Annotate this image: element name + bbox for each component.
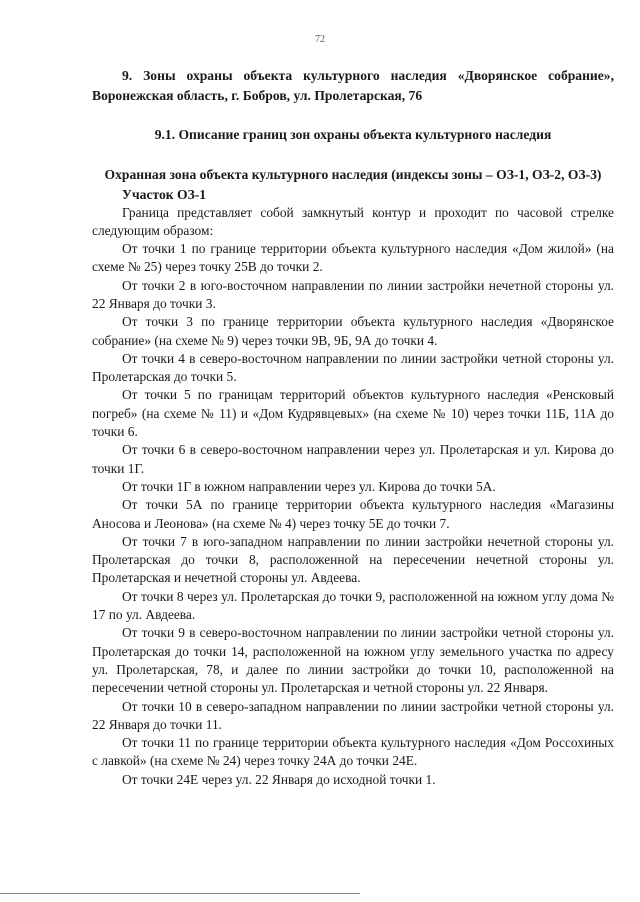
paragraph: От точки 9 в северо-восточном направлении по линии застройки четной стороны ул. Пролетарская до точки 14, расположенной на южном углу земельного участка по адресу ул. Пролетарская, 78, и далее по линии застройки до точки 10, расположенной на пересечении четной стороны ул. Пролетарская и четной стороны ул. 22 Января. — [92, 625, 614, 696]
zone-title: Охранная зона объекта культурного наследия (индексы зоны – ОЗ-1, ОЗ-2, ОЗ-3) — [104, 167, 602, 182]
paragraph: От точки 8 через ул. Пролетарская до точки 9, расположенной на южном углу дома № 17 по ул. Авдеева. — [92, 588, 614, 623]
paragraph: От точки 3 по границе территории объекта культурного наследия «Дворянское собрание» (на схеме № 9) через точки 9В, 9Б, 9А до точки 4. — [92, 314, 614, 348]
paragraph: Граница представляет собой замкнутый контур и проходит по часовой стрелке следующим образом: — [92, 204, 614, 238]
paragraph: От точки 1Г в южном направлении через ул. Кирова до точки 5А. — [122, 478, 496, 494]
paragraph: От точки 4 в северо-восточном направлении по линии застройки четной стороны ул. Пролетарская до точки 5. — [92, 350, 614, 385]
paragraph: От точки 7 в юго-западном направлении по линии застройки нечетной стороны ул. Пролетарская до точки 8, расположенной на пересечении нечетной стороны ул. Пролетарская и нечетной стороны ул. Авдеева. — [92, 533, 614, 586]
section-title: 9. Зоны охраны объекта культурного наследия «Дворянское собрание», Воронежская область, г. Бобров, ул. Пролетарская, 76 — [92, 68, 614, 103]
paragraph: От точки 5 по границам территорий объектов культурного наследия «Ренсковый погреб» (на схеме № 11) и «Дом Кудрявцевых» (на схеме № 10) через точки 11Б, 11А до точки 6. — [92, 387, 614, 440]
plot-heading: Участок ОЗ-1 — [122, 186, 207, 202]
document-body — [92, 66, 614, 789]
paragraph: От точки 10 в северо-западном направлении по линии застройки четной стороны ул. 22 Января до точки 11. — [92, 698, 614, 732]
paragraph: От точки 2 в юго-восточном направлении по линии застройки нечетной стороны ул. 22 Января до точки 3. — [92, 277, 614, 311]
subsection-title: 9.1. Описание границ зон охраны объекта культурного наследия — [154, 127, 552, 142]
paragraph: От точки 11 по границе территории объекта культурного наследия «Дом Россохиных с лавкой» (на схеме № 24) через точку 24А до точки 24Е. — [92, 735, 614, 769]
footer-rule — [0, 893, 360, 894]
paragraph: От точки 6 в северо-восточном направлении через ул. Пролетарская и ул. Кирова до точки 1Г. — [92, 442, 614, 476]
paragraph: От точки 24Е через ул. 22 Января до исходной точки 1. — [122, 771, 436, 787]
paragraph: От точки 5А по границе территории объекта культурного наследия «Магазины Аносова и Леонова» (на схеме № 4) через точку 5Е до точки 7. — [92, 497, 614, 531]
paragraph: От точки 1 по границе территории объекта культурного наследия «Дом жилой» (на схеме № 25) через точку 25В до точки 2. — [92, 241, 614, 275]
page-number: 72 — [315, 34, 325, 45]
